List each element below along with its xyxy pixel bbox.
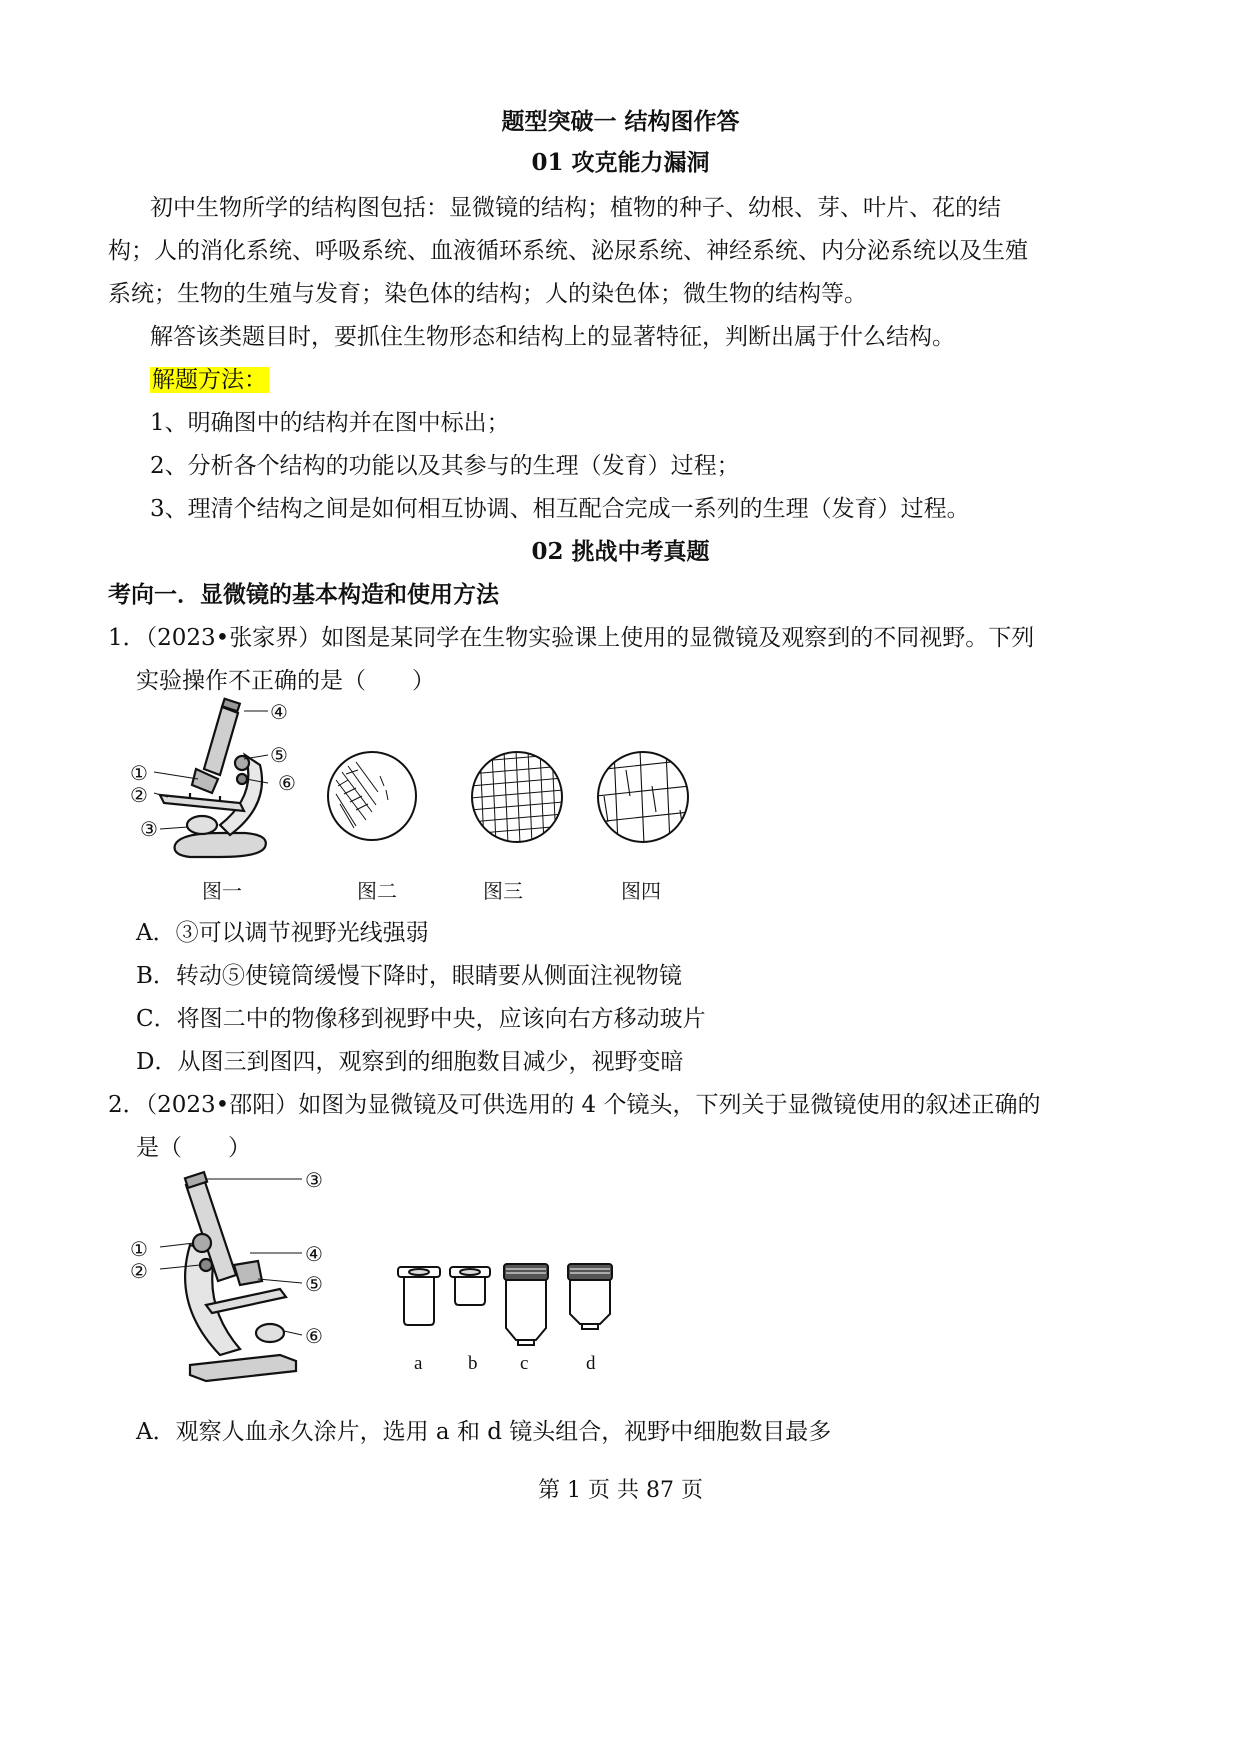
page-title: 题型突破一 结构图作答: [501, 108, 740, 135]
fig1-label-1: ①: [130, 761, 148, 785]
fig2-label-6: ⑥: [305, 1324, 323, 1348]
question-1-option-a: A．③可以调节视野光线强弱: [136, 920, 429, 946]
fig2-label-2: ②: [130, 1259, 148, 1283]
lens-label-c: c: [520, 1353, 529, 1374]
question-2-stem: 是（ ）: [136, 1135, 251, 1161]
fig1-label-4: ④: [270, 700, 288, 724]
question-1-option-c: C．将图二中的物像移到视野中央，应该向右方移动玻片: [136, 1006, 706, 1032]
figure-caption-3: 图三: [483, 879, 523, 903]
section-heading-2: 02 挑战中考真题: [531, 538, 710, 565]
fig2-label-1: ①: [130, 1237, 148, 1261]
paragraph-line: 系统；生物的生殖与发育；染色体的结构；人的染色体；微生物的结构等。: [108, 281, 867, 307]
objective-lens-d: [564, 1262, 616, 1332]
view-figure-2: [326, 750, 418, 842]
method-label: [150, 365, 269, 395]
section-heading-1: 01 攻克能力漏洞: [531, 149, 710, 176]
figure-caption-2: 图二: [357, 879, 397, 903]
method-step: 2、分析各个结构的功能以及其参与的生理（发育）过程；: [150, 453, 740, 479]
method-step: 1、明确图中的结构并在图中标出；: [150, 410, 510, 436]
question-1-option-d: D．从图三到图四，观察到的细胞数目减少，视野变暗: [136, 1049, 684, 1075]
figure-caption-1: 图一: [202, 879, 242, 903]
fig2-label-4: ④: [305, 1242, 323, 1266]
fig2-label-3: ③: [305, 1168, 323, 1192]
question-2-stem: 2．（2023•邵阳）如图为显微镜及可供选用的 4 个镜头，下列关于显微镜使用的叙述正确的: [108, 1092, 1041, 1118]
figure-caption-4: 图四: [621, 879, 661, 903]
fig1-label-5: ⑤: [270, 743, 288, 767]
fig1-label-6: ⑥: [278, 771, 296, 795]
topic-heading: 考向一．显微镜的基本构造和使用方法: [108, 581, 499, 608]
eyepiece-lens-b: [448, 1265, 492, 1309]
view-figure-4: [596, 750, 690, 844]
fig2-label-5: ⑤: [305, 1272, 323, 1296]
question-1-option-b: B．转动⑤使镜筒缓慢下降时，眼睛要从侧面注视物镜: [136, 963, 682, 989]
paragraph-line: 初中生物所学的结构图包括：显微镜的结构；植物的种子、幼根、芽、叶片、花的结: [150, 195, 1001, 221]
view-figure-3: [470, 750, 564, 844]
fig1-label-2: ②: [130, 783, 148, 807]
lens-label-b: b: [468, 1353, 478, 1374]
fig1-label-3: ③: [140, 817, 158, 841]
method-step: 3、理清个结构之间是如何相互协调、相互配合完成一系列的生理（发育）过程。: [150, 496, 970, 522]
objective-lens-c: [500, 1262, 552, 1348]
method-label-text: 解题方法：: [152, 367, 267, 393]
question-2-option-a: A．观察人血永久涂片，选用 a 和 d 镜头组合，视野中细胞数目最多: [136, 1419, 832, 1445]
paragraph-line: 解答该类题目时，要抓住生物形态和结构上的显著特征，判断出属于什么结构。: [150, 324, 955, 350]
lens-label-a: a: [414, 1353, 423, 1374]
lens-label-d: d: [586, 1353, 596, 1374]
question-1-stem: 实验操作不正确的是（ ）: [136, 668, 435, 694]
eyepiece-lens-a: [396, 1265, 442, 1327]
question-1-stem: 1．（2023•张家界）如图是某同学在生物实验课上使用的显微镜及观察到的不同视野。下列: [108, 625, 1035, 651]
page-footer: 第 1 页 共 87 页: [538, 1478, 703, 1503]
paragraph-line: 构；人的消化系统、呼吸系统、血液循环系统、泌尿系统、神经系统、内分泌系统以及生殖: [108, 238, 1028, 264]
